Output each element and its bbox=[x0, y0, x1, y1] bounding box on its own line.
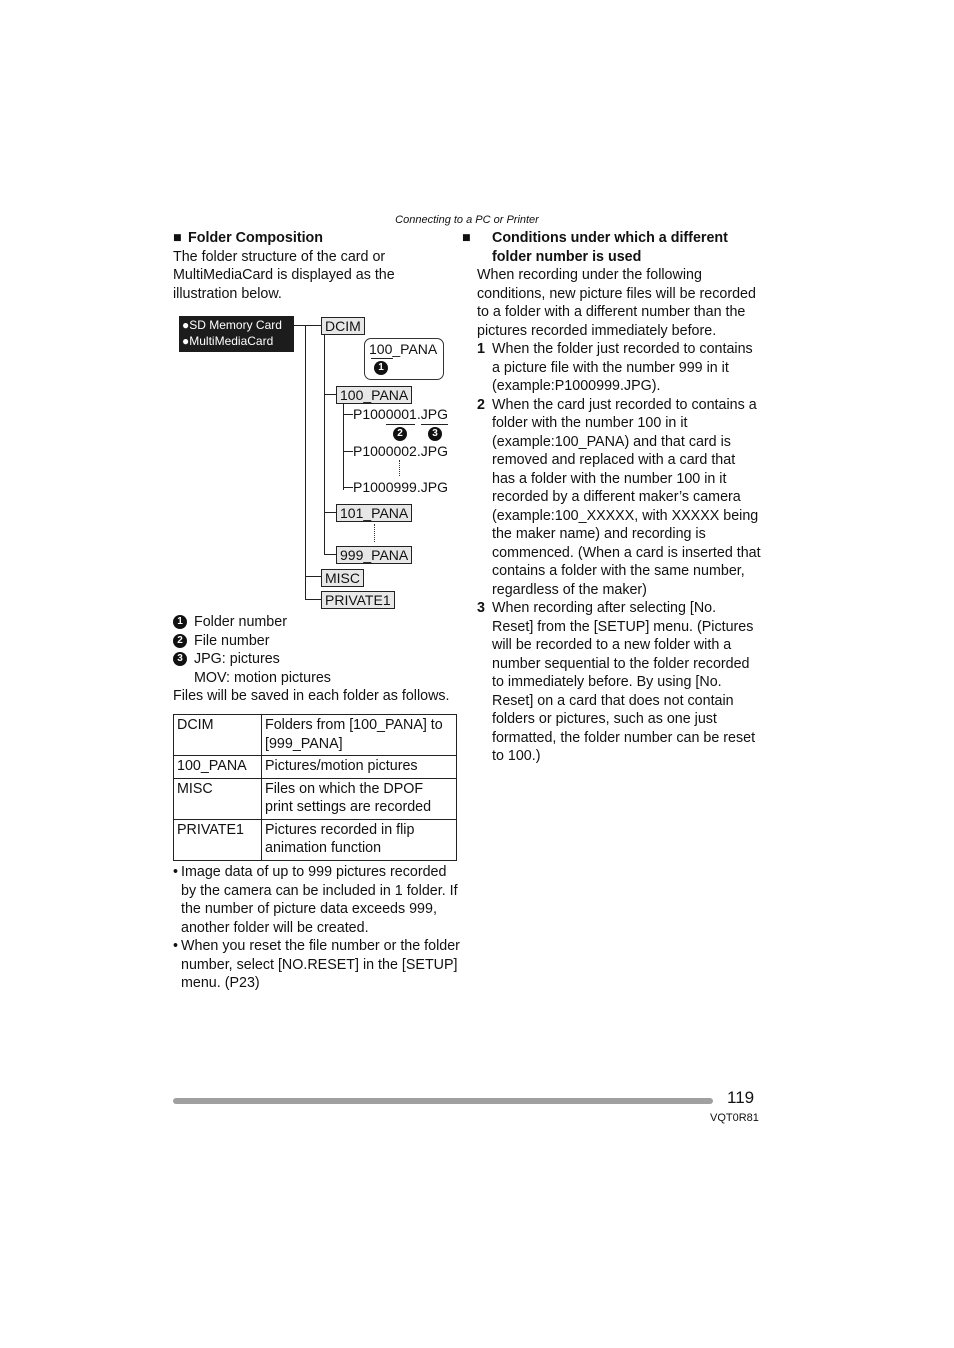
table-row bbox=[174, 756, 457, 779]
legend-item: 2 File number bbox=[173, 632, 463, 651]
file-ellipsis-dots bbox=[399, 460, 400, 476]
document-code: VQT0R81 bbox=[710, 1112, 759, 1124]
file-number-bracket bbox=[386, 424, 415, 425]
square-bullet-icon: ■ bbox=[462, 230, 471, 246]
folder-100-pana: 100_PANA bbox=[336, 386, 412, 404]
dcim-trunk-line bbox=[324, 334, 325, 554]
folder-999-pana: 999_PANA bbox=[336, 546, 412, 564]
folder-composition-heading: ■ Folder Composition bbox=[173, 230, 324, 246]
conditions-intro: When recording under the following conditions, new picture files will be recorded to a folder with a different number than the pictures recorded immediately before. bbox=[477, 267, 756, 339]
footer-bar bbox=[173, 1098, 713, 1104]
section-header: Connecting to a PC or Printer bbox=[395, 214, 539, 226]
file-p1000002: P1000002.JPG bbox=[353, 443, 448, 459]
table-cell: 100_PANA bbox=[174, 756, 262, 779]
callout-folder-label: 100_PANA bbox=[369, 341, 438, 357]
file2-branch-line bbox=[343, 451, 353, 452]
square-bullet-icon: ■ bbox=[173, 230, 182, 246]
table-cell: DCIM bbox=[174, 715, 262, 756]
file1-branch-line bbox=[343, 414, 353, 415]
folder-number-callout bbox=[364, 338, 444, 380]
marker-3-icon: 3 bbox=[173, 652, 187, 666]
folder-ellipsis-dots bbox=[374, 524, 375, 542]
table-cell: Pictures recorded in flip animation function bbox=[262, 819, 457, 860]
extension-bracket bbox=[421, 424, 448, 425]
badge-line-sd: ●SD Memory Card bbox=[182, 318, 282, 332]
table-cell: MISC bbox=[174, 778, 262, 819]
folder-dcim: DCIM bbox=[321, 317, 365, 335]
notes-list bbox=[173, 863, 463, 993]
marker-2-icon: 2 bbox=[173, 634, 187, 648]
file999-branch-line bbox=[343, 487, 353, 488]
list-item: • When you reset the file number or the folder number, select [NO.RESET] in the [SETUP] menu. (P23) bbox=[173, 938, 460, 991]
list-item: 2 When the card just recorded to contains a folder with the number 100 in it (example:100_PANA) and that card is removed and replaced with a card that has a folder with the number 100 in it recorded by a different maker’s camera (example:100_XXXXX, with XXXXX being the maker name) and recording is commenced. (When a card is inserted that contains a folder with the same number, regardless of the maker) bbox=[477, 396, 761, 598]
legend-item: 3 JPG: pictures bbox=[173, 650, 463, 669]
folder-101-pana: 101_PANA bbox=[336, 504, 412, 522]
legend-item: 1 Folder number bbox=[173, 613, 463, 632]
folder-table bbox=[173, 714, 457, 861]
f999-branch-line bbox=[324, 554, 336, 555]
badge-connector bbox=[294, 325, 322, 326]
table-cell: Files on which the DPOF print settings are recorded bbox=[262, 778, 457, 819]
f101-branch-line bbox=[324, 512, 336, 513]
marker-1-icon: 1 bbox=[173, 615, 187, 629]
f100-trunk-line bbox=[343, 402, 344, 490]
misc-branch-line bbox=[305, 576, 321, 577]
marker-2-icon: 2 bbox=[393, 427, 407, 441]
card-type-badge bbox=[179, 316, 294, 352]
callout-underline bbox=[371, 358, 393, 359]
marker-1-icon: 1 bbox=[374, 361, 388, 375]
page-number: 119 bbox=[727, 1088, 755, 1107]
file-p1000999: P1000999.JPG bbox=[353, 479, 448, 495]
legend-item-cont: MOV: motion pictures bbox=[194, 669, 331, 686]
private-branch-line bbox=[305, 599, 321, 600]
right-column bbox=[462, 229, 761, 766]
folder-structure-diagram bbox=[172, 310, 462, 615]
list-item: 3 When recording after selecting [No. Reset] from the [SETUP] menu. (Pictures will be recorded to a new folder with a number sequential to the folder recorded to immediately before. By using [No. Reset] on a card that does not contain folders or pictures, such as one just formatted, the folder number can be reset to 100.) bbox=[477, 600, 756, 764]
table-cell: Pictures/motion pictures bbox=[262, 756, 457, 779]
save-description: Files will be saved in each folder as follows. bbox=[173, 688, 450, 704]
f100-branch-line bbox=[324, 394, 336, 395]
list-item: 1 When the folder just recorded to contains a picture file with the number 999 in it (example:P1000999.JPG). bbox=[477, 341, 753, 394]
table-row bbox=[174, 778, 457, 819]
list-item: • Image data of up to 999 pictures recorded by the camera can be included in 1 folder. If the number of picture data exceeds 999, another folder will be created. bbox=[173, 864, 458, 936]
folder-misc: MISC bbox=[321, 569, 364, 587]
marker-3-icon: 3 bbox=[428, 427, 442, 441]
table-cell: Folders from [100_PANA] to [999_PANA] bbox=[262, 715, 457, 756]
table-cell: PRIVATE1 bbox=[174, 819, 262, 860]
file-p1000001: P1000001.JPG bbox=[353, 406, 448, 422]
badge-line-mmc: ●MultiMediaCard bbox=[182, 334, 274, 348]
conditions-heading: ■ Conditions under which a different folder number is used bbox=[462, 230, 728, 265]
diagram-legend bbox=[173, 613, 463, 706]
root-trunk-line bbox=[305, 325, 306, 600]
bullet-dot-icon: • bbox=[173, 864, 179, 880]
left-column-intro bbox=[173, 229, 459, 303]
folder-composition-intro: The folder structure of the card or MultiMediaCard is displayed as the illustration below. bbox=[173, 248, 395, 302]
bullet-dot-icon: • bbox=[173, 938, 179, 954]
table-row bbox=[174, 819, 457, 860]
table-row bbox=[174, 715, 457, 756]
folder-private1: PRIVATE1 bbox=[321, 591, 395, 609]
